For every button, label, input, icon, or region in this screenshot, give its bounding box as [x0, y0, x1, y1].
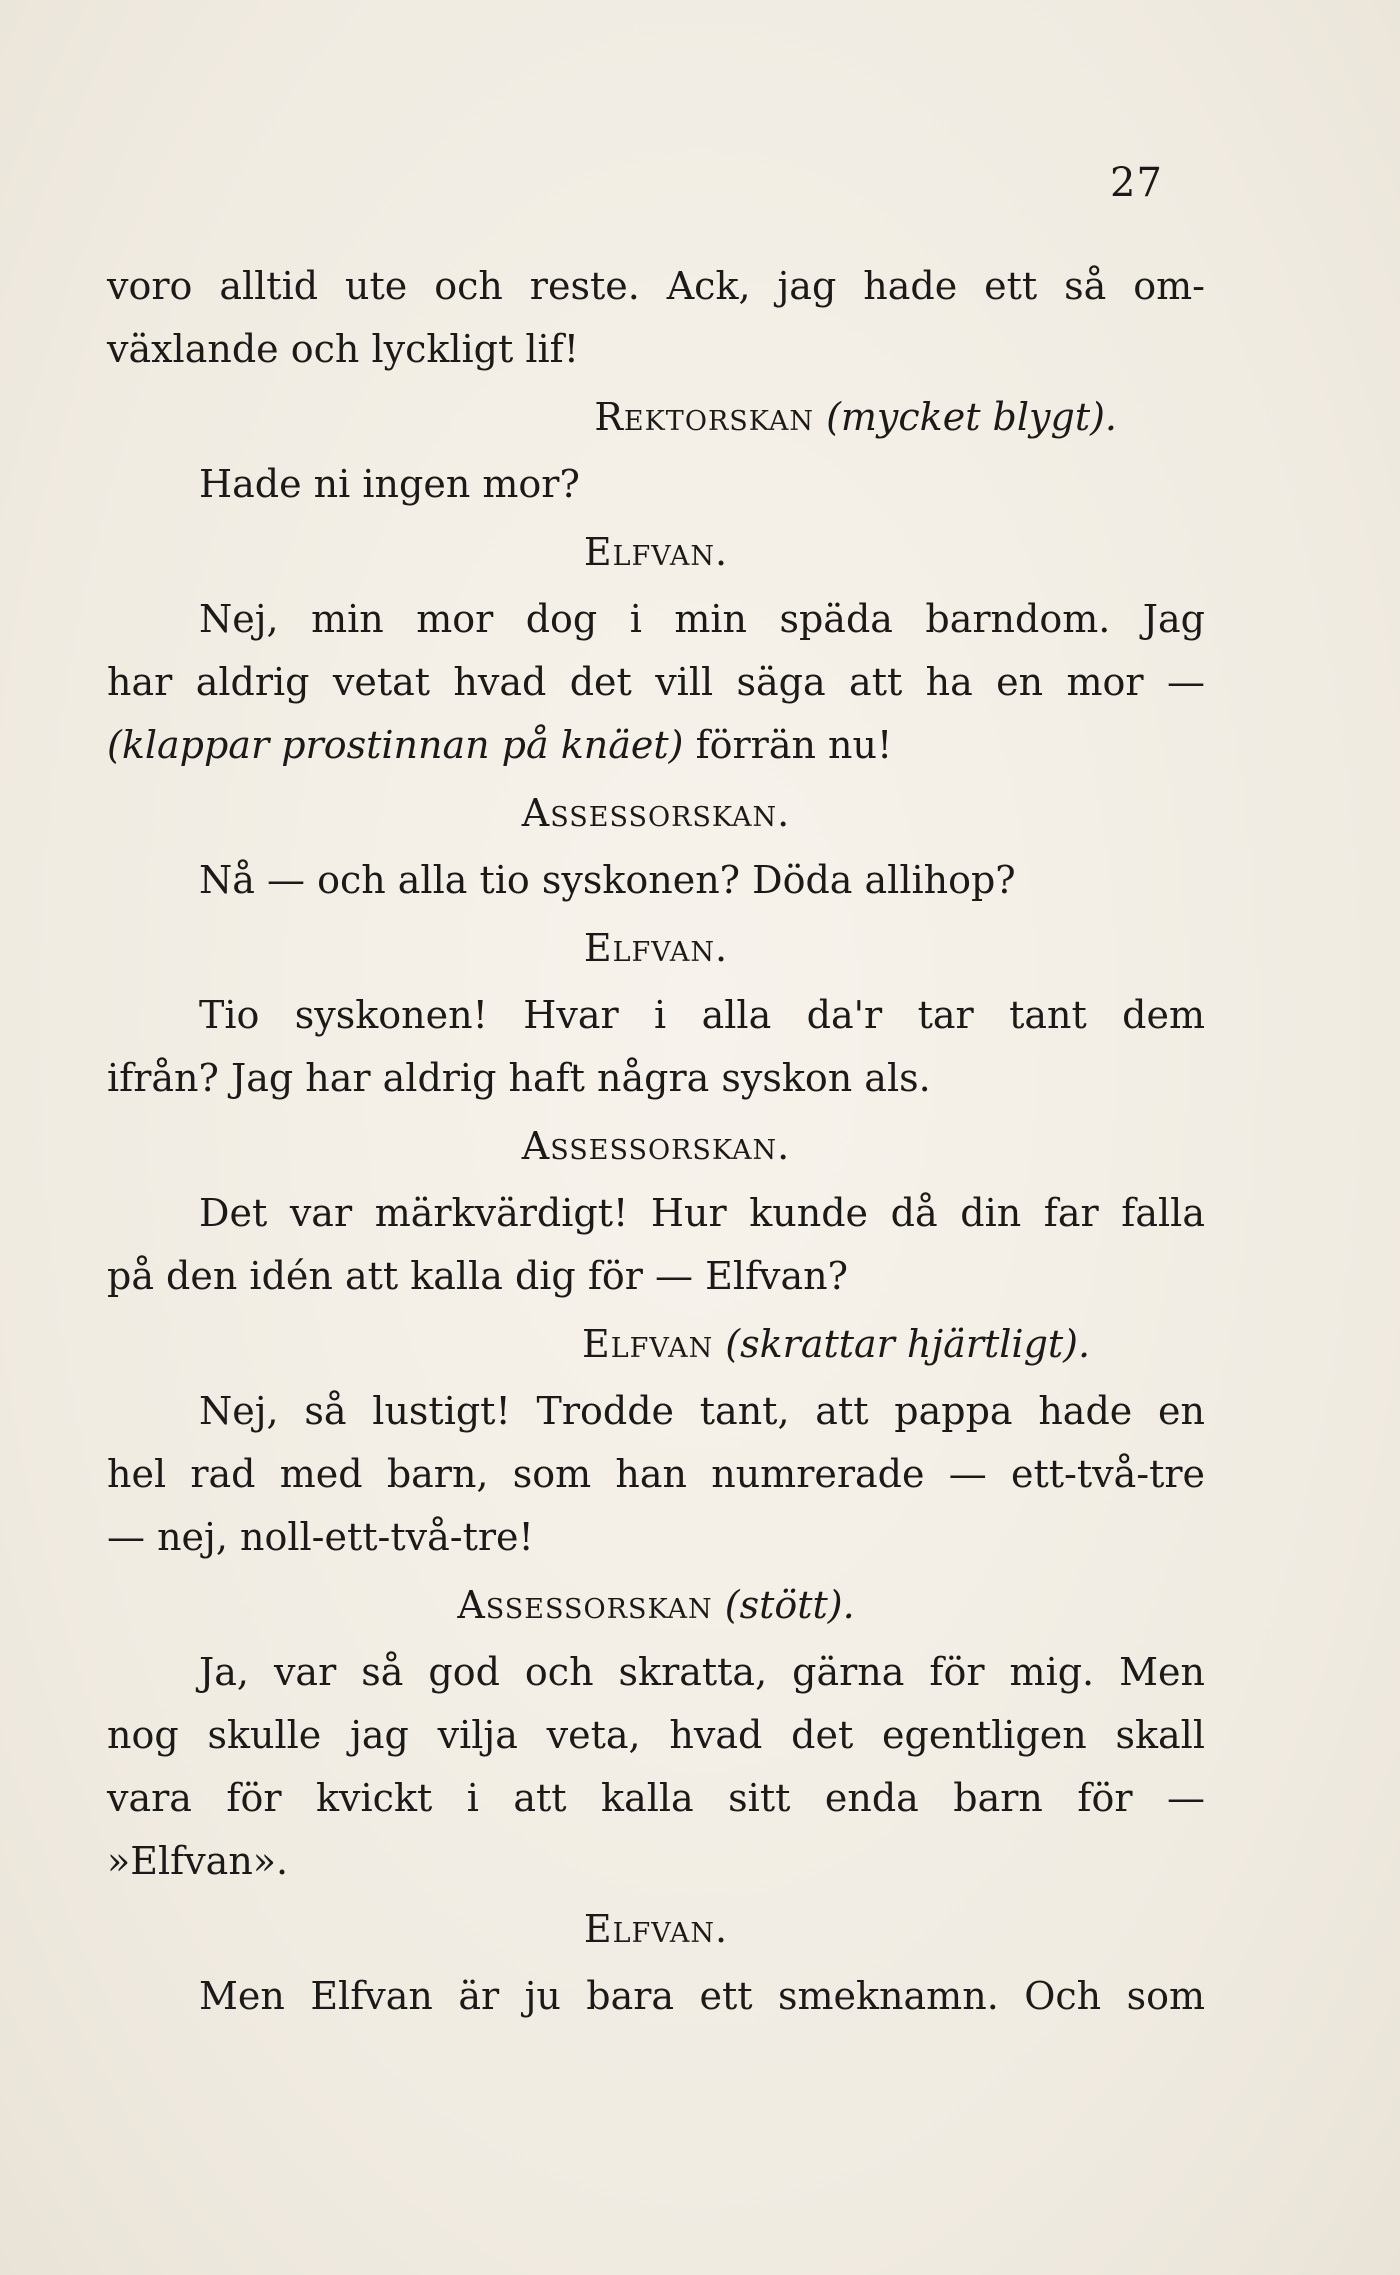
text-line — [107, 714, 1205, 777]
speaker-heading — [107, 1569, 1205, 1641]
speaker-heading — [107, 1893, 1205, 1965]
text-line: ifrån? Jag har aldrig haft några syskon als. — [107, 1056, 931, 1100]
speaker-name: Elfvan — [582, 1322, 714, 1366]
speaker-heading — [107, 516, 1205, 588]
speaker-heading — [107, 777, 1205, 849]
speaker-name: Elfvan. — [583, 530, 729, 574]
text-line: voro alltid ute och reste. Ack, jag hade ett så om- — [107, 264, 1205, 308]
stage-direction: (mycket blygt). — [826, 395, 1117, 439]
speaker-name: Assessorskan. — [521, 791, 791, 835]
text-line: Nå — och alla tio syskonen? Döda allihop? — [199, 858, 1016, 902]
text-line: — nej, noll-ett-två-tre! — [107, 1515, 534, 1559]
stage-direction: (klappar prostinnan på knäet) — [107, 723, 684, 767]
text-line: på den idén att kalla dig för — Elfvan? — [107, 1254, 849, 1298]
text-line: Nej, så lustigt! Trodde tant, att pappa hade en — [199, 1389, 1205, 1433]
text-line: »Elfvan». — [107, 1839, 289, 1883]
text-line: Det var märkvärdigt! Hur kunde då din far falla — [199, 1191, 1205, 1235]
speaker-name: Elfvan. — [583, 926, 729, 970]
stage-direction: (stött). — [724, 1583, 855, 1627]
text-line: Tio syskonen! Hvar i alla da'r tar tant dem — [199, 993, 1205, 1037]
text-line: vara för kvickt i att kalla sitt enda barn för — — [107, 1776, 1205, 1820]
page-text — [107, 255, 1205, 2028]
text-line: växlande och lyckligt lif! — [107, 327, 579, 371]
speaker-name: Assessorskan. — [521, 1124, 791, 1168]
stage-direction: (skrattar hjärtligt). — [725, 1322, 1091, 1366]
text-line: hel rad med barn, som han numrerade — ett-två-tre — [107, 1452, 1205, 1496]
text-line: har aldrig vetat hvad det vill säga att ha en mor — — [107, 660, 1205, 704]
page-number: 27 — [1110, 160, 1163, 206]
text-line: nog skulle jag vilja veta, hvad det egentligen skall — [107, 1713, 1205, 1757]
speaker-heading — [107, 1308, 1205, 1380]
text-line: Ja, var så god och skratta, gärna för mig. Men — [199, 1650, 1205, 1694]
text-fragment: förrän nu! — [695, 723, 893, 767]
speaker-heading — [107, 1110, 1205, 1182]
speaker-name: Rektorskan — [594, 395, 814, 439]
speaker-heading — [107, 381, 1205, 453]
speaker-heading — [107, 912, 1205, 984]
text-line: Nej, min mor dog i min späda barndom. Jag — [199, 597, 1205, 641]
speaker-name: Assessorskan — [457, 1583, 713, 1627]
speaker-name: Elfvan. — [583, 1907, 729, 1951]
text-line: Men Elfvan är ju bara ett smeknamn. Och som — [199, 1974, 1205, 2018]
text-line: Hade ni ingen mor? — [199, 462, 580, 506]
